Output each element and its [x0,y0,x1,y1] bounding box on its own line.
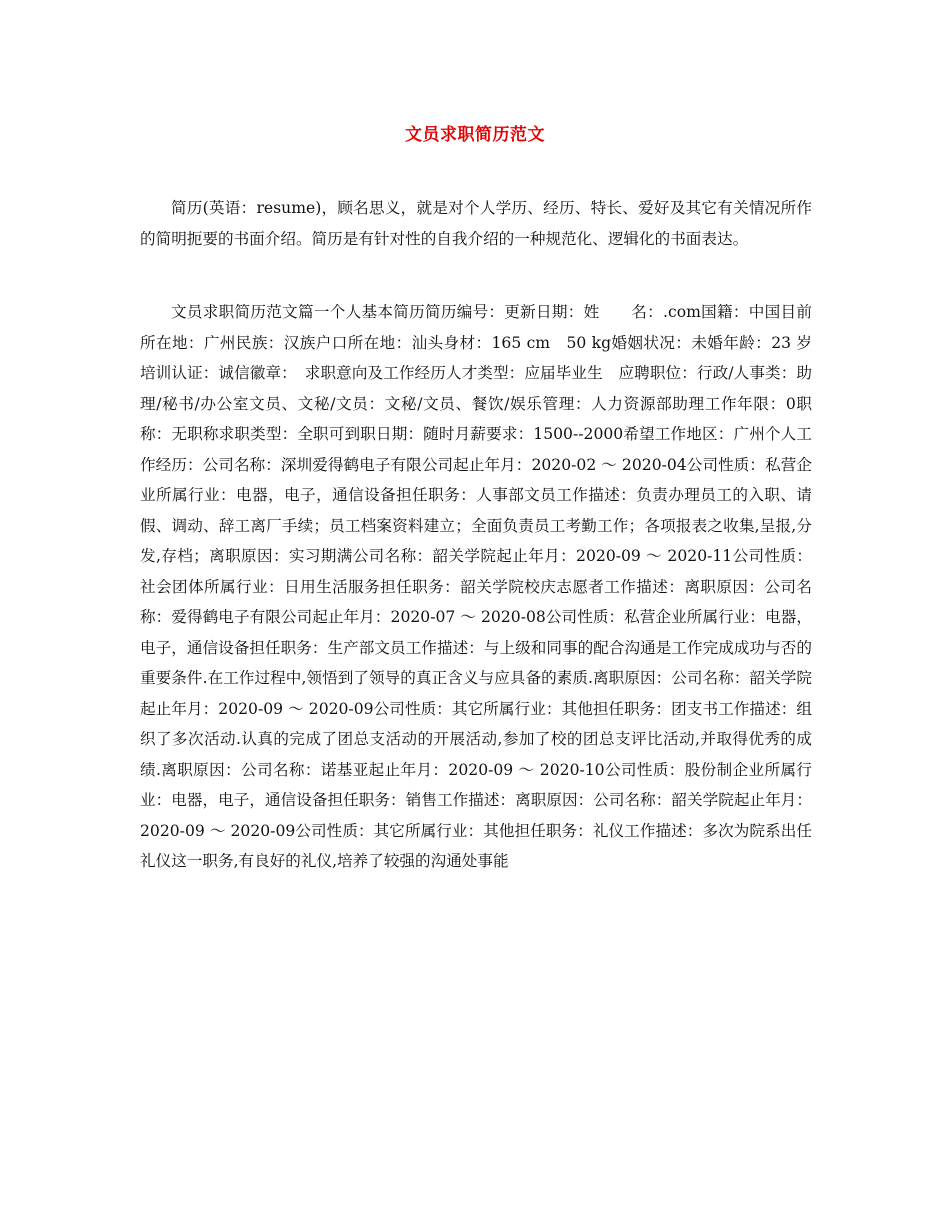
document-title: 文员求职简历范文 [405,125,545,145]
intro-paragraph: 简历(英语：resume)，顾名思义，就是对个人学历、经历、特长、爱好及其它有关情况所作的简明扼要的书面介绍。简历是有针对性的自我介绍的一种规范化、逻辑化的书面表达。 [140,199,812,248]
resume-body-paragraph: 文员求职简历范文篇一个人基本简历简历编号：更新日期：姓 名：.com国籍：中国目前所在地：广州民族：汉族户口所在地：汕头身材：165 cm 50 kg婚姻状况：未婚年龄：23 岁培训认证：诚信徽章： 求职意向及工作经历人才类型：应届毕业生 应聘职位：行政/人事类：助理/秘书/办公室文员、文秘/文员：文秘/文员、餐饮/娱乐管理：人力资源部助理工作年限：0职称：无职称求职类型：全职可到职日期：随时月薪要求：1500--2000希望工作地区：广州个人工作经历：公司名称：深圳爱得鹤电子有限公司起止年月：2020-02 ～ 2020-04公司性质：私营企业所属行业：电器，电子，通信设备担任职务：人事部文员工作描述：负责办理员工的入职、请假、调动、辞工离厂手续；员工档案资料建立；全面负责员工考勤工作；各项报表之收集,呈报,分发,存档；离职原因：实习期满公司名称：韶关学院起止年月：2020-09 ～ 2020-11公司性质：社会团体所属行业：日用生活服务担任职务：韶关学院校庆志愿者工作描述：离职原因：公司名称：爱得鹤电子有限公司起止年月：2020-07 ～ 2020-08公司性质：私营企业所属行业：电器，电子，通信设备担任职务：生产部文员工作描述：与上级和同事的配合沟通是工作完成成功与否的重要条件.在工作过程中,领悟到了领导的真正含义与应具备的素质.离职原因：公司名称：韶关学院起止年月：2020-09 ～ 2020-09公司性质：其它所属行业：其他担任职务：团支书工作描述：组织了多次活动.认真的完成了团总支活动的开展活动,参加了校的团总支评比活动,并取得优秀的成绩.离职原因：公司名称：诺基亚起止年月：2020-09 ～ 2020-10公司性质：股份制企业所属行业：电器，电子，通信设备担任职务：销售工作描述：离职原因：公司名称：韶关学院起止年月：2020-09 ～ 2020-09公司性质：其它所属行业：其他担任职务：礼仪工作描述：多次为院系出任礼仪这一职务,有良好的礼仪,培养了较强的沟通处事能 [140,303,812,870]
